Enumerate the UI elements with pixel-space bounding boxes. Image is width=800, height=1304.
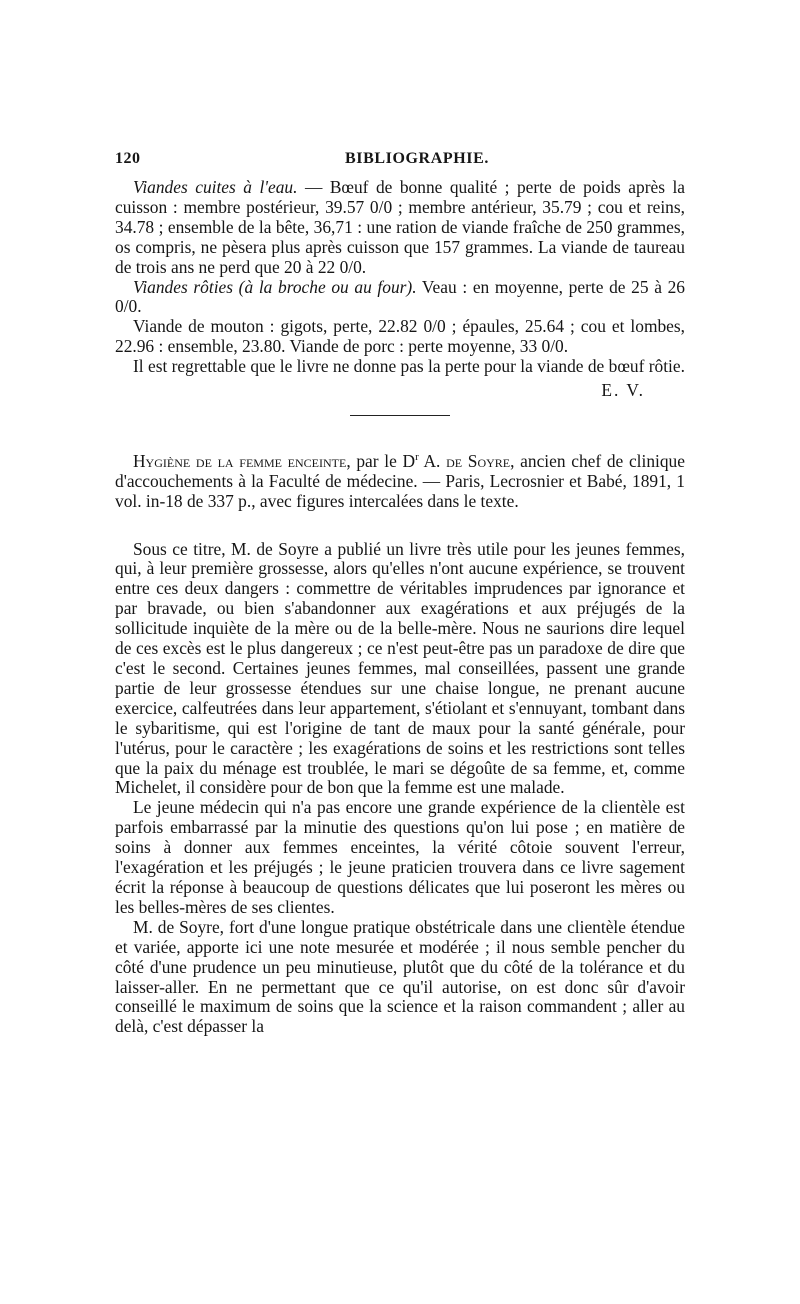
citation-sup: r [415, 451, 419, 464]
heading-roast-meat: Viandes rôties (à la broche ou au four). [133, 276, 417, 297]
paragraph-boiled-meat [115, 178, 685, 278]
paragraph-mutton: Viande de mouton : gigots, perte, 22.82 0/0 ; épaules, 25.64 ; cou et lombes, 22.96 : ensemble, 23.80. Viande de porc : perte moyenne, 33 0/0. [115, 316, 685, 357]
review-meat-section [115, 178, 685, 403]
heading-boiled-meat: Viandes cuites à l'eau. [133, 177, 298, 197]
signature: E. V. [601, 380, 645, 401]
review-pregnancy-section [115, 448, 685, 1037]
running-header [115, 150, 685, 178]
book-citation [115, 448, 685, 512]
running-title: BIBLIOGRAPHIE. [345, 150, 489, 167]
book-author: de Soyre [446, 450, 511, 471]
book-title: Hygiène de la femme enceinte [133, 450, 347, 471]
citation-by: , par le D [346, 450, 416, 471]
page-number: 120 [115, 150, 141, 167]
paragraph-review-3: M. de Soyre, fort d'une longue pratique obstétricale dans une clientèle étendue et variée, apporte ici une note mesurée et modérée ; il nous semble pencher du côté d'une prudence un peu minutieuse, plutôt que du côté de la tolérance et du laisser-aller. En ne permettant que ce qu'il autorise, on est donc sûr d'avoir conseillé le maximum de soins que la science et la raison commandent ; aller au delà, c'est dépasser la [115, 916, 685, 1037]
page-body [115, 150, 685, 1037]
text-roast-meat: Veau : en moyenne, perte de 25 à 26 0/0. [115, 276, 685, 317]
text-boiled-meat: — Bœuf de bonne qualité ; perte de poids après la cuisson : membre postérieur, 39.57 0/0 ; membre antérieur, 35.79 ; cou et reins, 34.78 ; ensemble de la bête, 36,71 : une ration de viande fraîche de 250 grammes, os compris, ne pèsera plus après cuisson que 157 grammes. La viande de taureau de trois ans ne perd que 20 à 22 0/0. [115, 177, 686, 277]
citation-initial: A. [418, 450, 447, 471]
citation-details: , ancien chef de clinique d'accouchements à la Faculté de médecine. — Paris, Lecrosnier et Babé, 1891, 1 vol. in-18 de 337 p., avec figures intercalées dans le texte. [115, 450, 685, 511]
paragraph-roast-meat [115, 278, 685, 318]
paragraph-review-1: Sous ce titre, M. de Soyre a publié un livre très utile pour les jeunes femmes, qui, à leur première grossesse, alors qu'elles n'ont aucune expérience, se trouvent entre ces deux dangers : commettre de véritables imprudences par ignorance et par bravade, ou bien s'abandonner aux exagérations et aux préjugés de la sollicitude inquiète de la mère ou de la belle-mère. Nous ne saurions dire lequel de ces excès est le plus dangereux ; ce n'est peut-être pas un paradoxe de dire que c'est le second. Certaines jeunes femmes, mal conseillées, passent une grande partie de leur grossesse étendues sur une chaise longue, ne prenant aucune exercice, calfeutrées dans leur appartement, s'étiolant et s'ennuyant, tombant dans le sybaritisme, qui est l'origine de tant de maux pour la santé générale, pour l'utérus, pour le caractère ; les exagérations de soins et les restrictions sont telles que la paix du ménage est troublée, le mari se dégoûte de sa femme, et, comme Michelet, il considère pour de bon que la femme est une malade. [115, 538, 685, 798]
paragraph-review-2: Le jeune médecin qui n'a pas encore une grande expérience de la clientèle est parfois embarrassé par la minutie des questions qu'on lui pose ; en matière de soins à donner aux femmes enceintes, la vérité côtoie souvent l'erreur, l'exagération et les préjugés ; le jeune praticien trouvera dans ce livre sagement écrit la réponse à beaucoup de questions délicates que lui poseront les mères ou les belles-mères de ses clientes. [115, 797, 685, 917]
paragraph-regret: Il est regrettable que le livre ne donne pas la perte pour la viande de bœuf rôtie. [133, 356, 685, 377]
